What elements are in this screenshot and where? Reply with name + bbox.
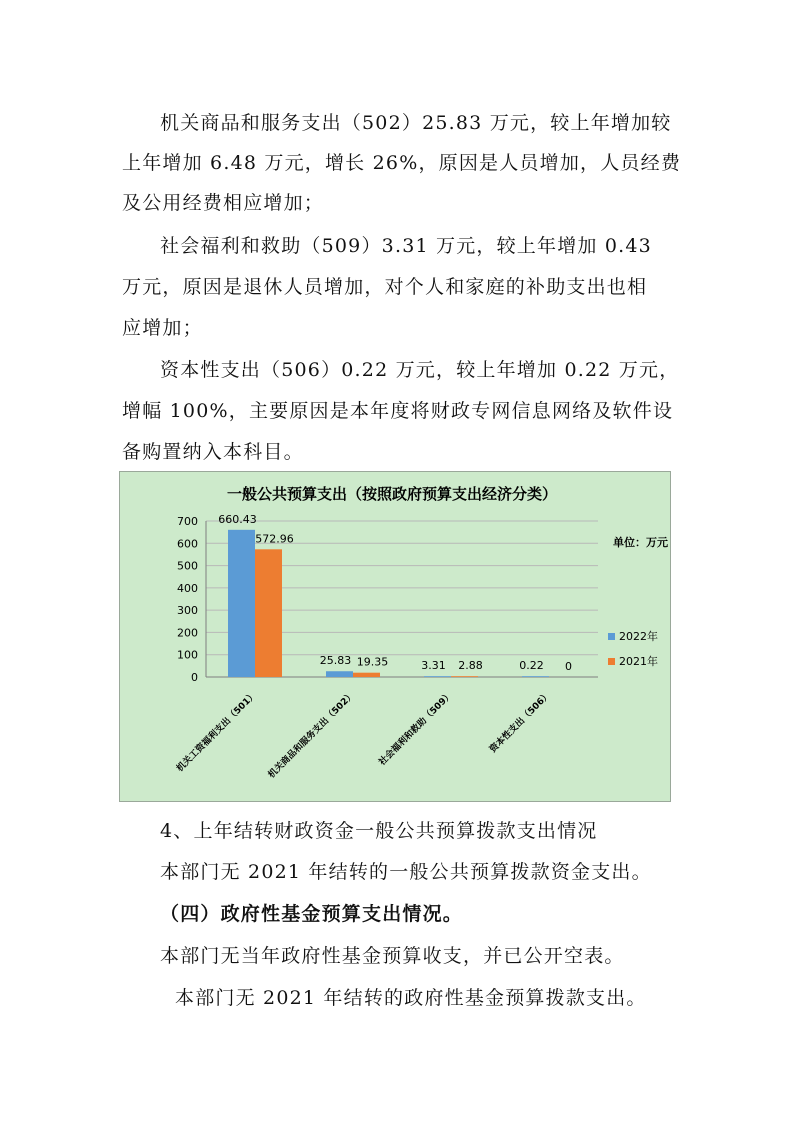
paragraph-line: 本部门无当年政府性基金预算收支，并已公开空表。 — [160, 945, 625, 967]
paragraph-line: 万元，原因是退休人员增加，对个人和家庭的补助支出也相 — [122, 276, 648, 298]
paragraph-line: 资本性支出（506）0.22 万元，较上年增加 0.22 万元， — [160, 359, 680, 381]
paragraph-line: 机关商品和服务支出（502）25.83 万元，较上年增加较 — [160, 112, 672, 134]
data-label: 0 — [565, 660, 572, 673]
y-tick-label: 100 — [177, 648, 198, 662]
legend-swatch — [608, 633, 615, 640]
chart-container — [119, 471, 671, 802]
paragraph-line: 应增加； — [122, 317, 203, 339]
paragraph-line: 社会福利和救助（509）3.31 万元，较上年增加 0.43 — [160, 235, 652, 257]
section-heading: （四）政府性基金预算支出情况。 — [160, 903, 464, 925]
y-tick-label: 400 — [177, 581, 198, 595]
bar — [424, 676, 451, 677]
paragraph-line: 本部门无 2021 年结转的一般公共预算拨款资金支出。 — [160, 861, 652, 883]
bar — [451, 676, 478, 677]
unit-label: 单位：万元 — [613, 536, 668, 549]
x-tick-label: 社会福利和救助（509） — [377, 690, 456, 768]
x-tick-label: 机关工资福利支出（501） — [175, 690, 260, 775]
paragraph-line: 备购置纳入本科目。 — [122, 441, 304, 463]
legend-label: 2022年 — [619, 630, 658, 643]
data-label: 0.22 — [519, 659, 544, 673]
y-tick-label: 700 — [177, 515, 198, 528]
y-tick-label: 300 — [177, 604, 198, 618]
y-tick-label: 600 — [177, 537, 198, 551]
item-heading: 4、上年结转财政资金一般公共预算拨款支出情况 — [160, 820, 598, 842]
data-label: 660.43 — [218, 512, 257, 526]
data-label: 2.88 — [458, 659, 483, 673]
y-tick-label: 200 — [177, 626, 198, 640]
legend — [608, 629, 658, 668]
data-label: 572.96 — [255, 532, 294, 546]
x-tick-label: 资本性支出（506） — [488, 690, 554, 755]
y-tick-label: 0 — [191, 671, 198, 684]
paragraph-line: 增幅 100%，主要原因是本年度将财政专网信息网络及软件设 — [122, 400, 674, 422]
paragraph-line: 本部门无 2021 年结转的政府性基金预算拨款支出。 — [175, 987, 647, 1009]
bar — [228, 530, 255, 677]
bar — [522, 676, 549, 677]
bar-chart — [120, 472, 672, 803]
legend-label: 2021年 — [619, 655, 658, 668]
chart-title: 一般公共预算支出（按照政府预算支出经济分类） — [226, 485, 558, 503]
paragraph-line: 及公用经费相应增加； — [122, 192, 325, 214]
x-tick-label: 机关商品和服务支出（502） — [266, 690, 358, 781]
data-label: 25.83 — [319, 654, 352, 668]
data-label: 19.35 — [356, 655, 389, 669]
paragraph-line: 上年增加 6.48 万元，增长 26%，原因是人员增加，人员经费 — [122, 152, 682, 174]
bar — [326, 671, 353, 677]
bar — [255, 549, 282, 677]
y-tick-label: 500 — [177, 559, 198, 573]
data-label: 3.31 — [421, 659, 446, 673]
bar — [353, 673, 380, 677]
legend-swatch — [608, 658, 615, 665]
